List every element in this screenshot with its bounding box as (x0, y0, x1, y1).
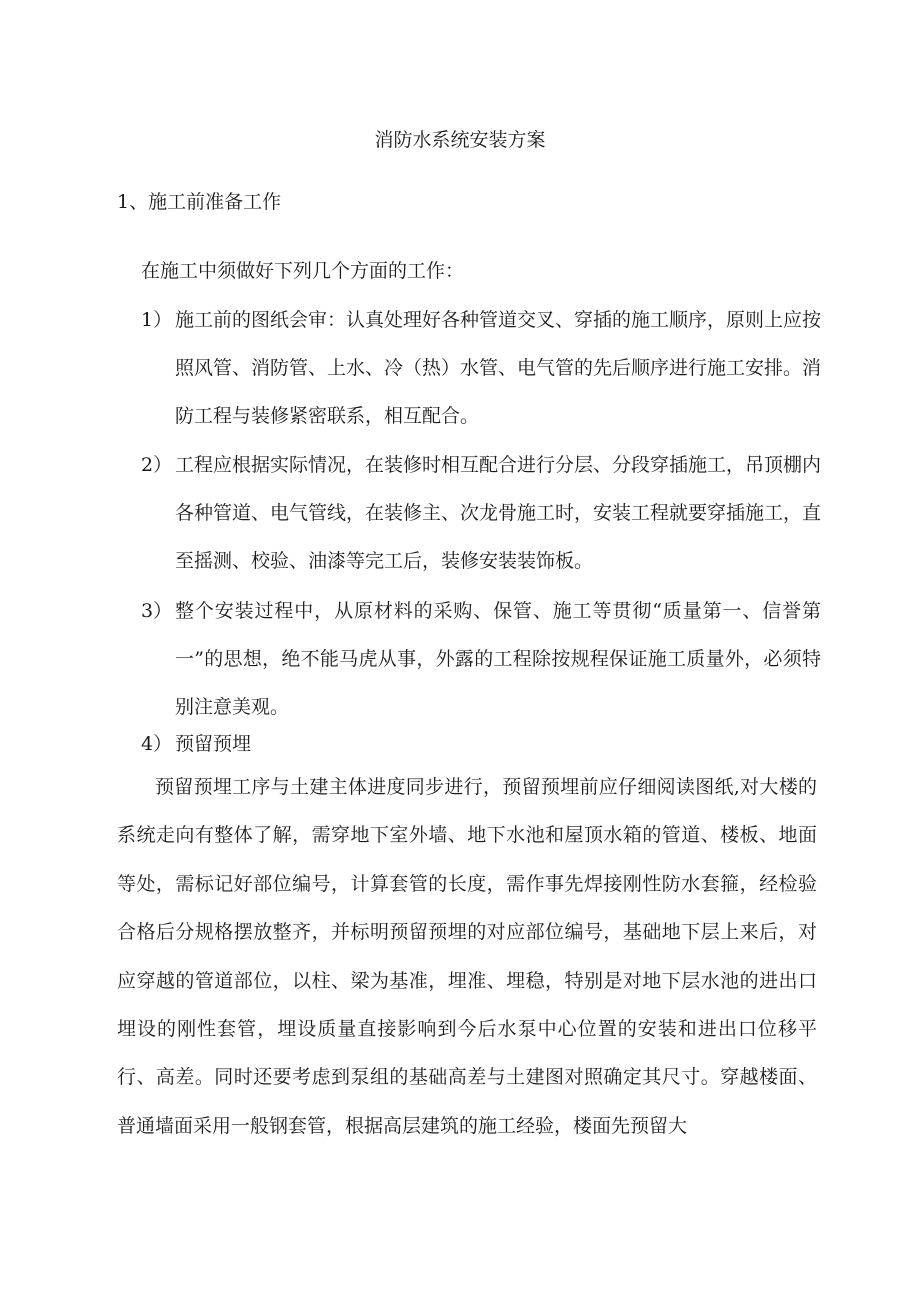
list-item-number: 2） (141, 454, 173, 476)
intro-paragraph: 在施工中须做好下列几个方面的工作： (141, 260, 465, 282)
list-item-text: 施工前的图纸会审：认真处理好各种管道交叉、穿插的施工顺序，原则上应按照风管、消防管、上水、冷（热）水管、电气管的先后顺序进行施工安排。消防工程与装修紧密联系，相互配合。 (175, 309, 822, 427)
body-paragraph: 预留预埋工序与土建主体进度同步进行，预留预埋前应仔细阅读图纸,对大楼的系统走向有整体了解，需穿地下室外墙、地下水池和屋顶水箱的管道、楼板、地面等处，需标记好部位编号，计算套管的长度，需作事先焊接刚性防水套箍，经检验合格后分规格摆放整齐，并标明预留预埋的对应部位编号，基础地下层上来后，对应穿越的管道部位，以柱、梁为基准，埋准、埋稳，特别是对地下层水池的进出口埋设的刚性套管，埋设质量直接影响到今后水泵中心位置的安装和进出口位移平行、高差。同时还要考虑到泵组的基础高差与土建图对照确定其尺寸。穿越楼面、普通墙面采用一般钢套管，根据高层建筑的施工经验，楼面先预留大 (117, 776, 817, 1137)
list-item-text: 预留预埋 (175, 733, 252, 755)
document-title: 消防水系统安装方案 (374, 129, 546, 151)
list-item-3 (141, 587, 821, 731)
list-item-text: 工程应根据实际情况，在装修时相互配合进行分层、分段穿插施工，吊顶棚内各种管道、电气管线，在装修主、次龙骨施工时，安装工程就要穿插施工，直至摇测、校验、油漆等完工后，装修安装装饰板。 (175, 454, 822, 572)
list-item-number: 4） (141, 733, 173, 755)
list-item-number: 3） (141, 600, 173, 622)
list-item-number: 1） (141, 309, 173, 331)
list-item-4 (141, 720, 821, 768)
list-item-text: 整个安装过程中，从原材料的采购、保管、施工等贯彻“质量第一、信誉第一”的思想，绝不能马虎从事，外露的工程除按规程保证施工质量外，必须特别注意美观。 (175, 600, 821, 718)
list-item-2 (141, 441, 821, 585)
section-heading: 1、施工前准备工作 (117, 191, 282, 213)
list-item-1 (141, 296, 821, 440)
